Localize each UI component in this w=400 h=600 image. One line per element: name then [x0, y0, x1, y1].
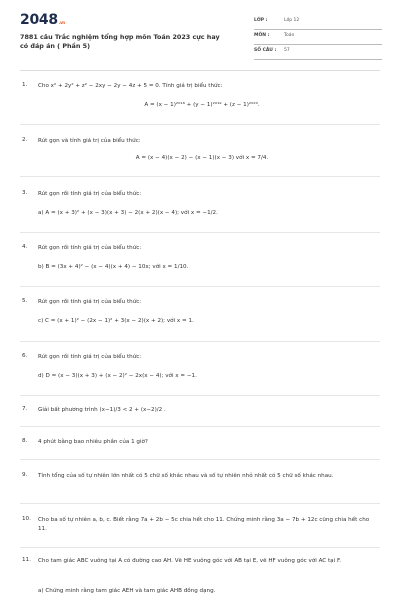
meta-label: MÔN :: [254, 33, 270, 38]
question-text: Giải bất phương trình (x−1)/3 < 2 + (x−2)/2 .: [38, 407, 166, 413]
question-number: 7.: [22, 406, 28, 412]
question-number: 1.: [22, 82, 28, 88]
question-text: Rút gọn rồi tính giá trị của biểu thức:: [38, 245, 142, 251]
question-divider: [20, 459, 380, 460]
question-divider: [20, 176, 380, 177]
question-text: Cho ba số tự nhiên a, b, c. Biết rằng 7a + 2b − 5c chia hết cho 11. Chứng minh rằng 3a − 7b + 12c cũng chia hết cho 11.: [38, 517, 370, 532]
question-subpart: c) C = (x + 1)² − (2x − 1)² + 3(x − 2)(x + 2); với x = 1.: [38, 318, 194, 324]
question-subpart: a) Chứng minh rằng tam giác AEH và tam giác AHB đồng dạng.: [38, 588, 216, 594]
question-number: 4.: [22, 244, 28, 250]
logo-suffix: .vn: [58, 20, 65, 25]
question-number: 5.: [22, 298, 28, 304]
meta-label: SỐ CÂU :: [254, 48, 277, 53]
question-divider: [20, 124, 380, 125]
question-text: Rút gọn và tính giá trị của biểu thức:: [38, 138, 141, 144]
question-text: Cho x² + 2y² + z² − 2xy − 2y − 4z + 5 = 0. Tính giá trị biểu thức:: [38, 83, 223, 89]
question-text: Rút gọn rồi tính giá trị của biểu thức:: [38, 299, 142, 305]
question-number: 10.: [22, 516, 31, 522]
question-number: 8.: [22, 438, 28, 444]
meta-value: Toán: [284, 33, 295, 38]
header-divider: [20, 70, 380, 71]
question-number: 6.: [22, 353, 28, 359]
meta-row-count: [254, 45, 382, 60]
meta-value: Lớp 12: [284, 18, 300, 23]
question-subpart: b) B = (3x + 4)² − (x − 4)(x + 4) − 10x; với x = 1/10.: [38, 264, 189, 270]
logo-text: 2048: [20, 12, 58, 28]
question-subpart: d) D = (x − 3)(x + 3) + (x − 2)² − 2x(x − 4); với x = −1.: [38, 373, 197, 379]
question-formula: A = (x − 1)²⁰¹⁸ + (y − 1)²⁰¹⁹ + (z − 1)²⁰²⁰.: [144, 102, 260, 108]
question-text: Rút gọn rồi tính giá trị của biểu thức:: [38, 191, 142, 197]
question-text: Rút gọn rồi tính giá trị của biểu thức:: [38, 354, 142, 360]
document-title: 7881 câu Trắc nghiệm tổng hợp môn Toán 2023 cực hay có đáp án ( Phần 5): [20, 33, 220, 50]
question-text: Tính tổng của số tự nhiên lớn nhất có 5 chữ số khác nhau và số tự nhiên nhỏ nhất có 5 chữ số khác nhau.: [38, 473, 334, 479]
question-number: 2.: [22, 137, 28, 143]
question-divider: [20, 503, 380, 504]
meta-value: 57: [284, 48, 290, 53]
question-divider: [20, 341, 380, 342]
question-divider: [20, 395, 380, 396]
meta-label: LỚP :: [254, 18, 268, 23]
meta-panel: [254, 15, 382, 60]
question-text: 4 phút bằng bao nhiêu phần của 1 giờ?: [38, 439, 148, 445]
question-text: Cho tam giác ABC vuông tại A có đường cao AH. Vẽ HE vuông góc với AB tại E, vẽ HF vuông góc với AC tại F.: [38, 558, 342, 564]
question-number: 11.: [22, 557, 31, 563]
question-formula: A = (x − 4)(x − 2) − (x − 1)(x − 3) với x = 7/4.: [135, 155, 269, 161]
question-divider: [20, 286, 380, 287]
question-subpart: a) A = (x + 3)² + (x − 3)(x + 3) − 2(x + 2)(x − 4); với x = −1/2.: [38, 210, 218, 216]
question-divider: [20, 232, 380, 233]
site-logo[interactable]: [20, 12, 65, 28]
meta-row-subject: [254, 30, 382, 45]
meta-row-class: [254, 15, 382, 30]
question-divider: [20, 426, 380, 427]
question-number: 3.: [22, 190, 28, 196]
question-divider: [20, 547, 380, 548]
question-number: 9.: [22, 472, 28, 478]
